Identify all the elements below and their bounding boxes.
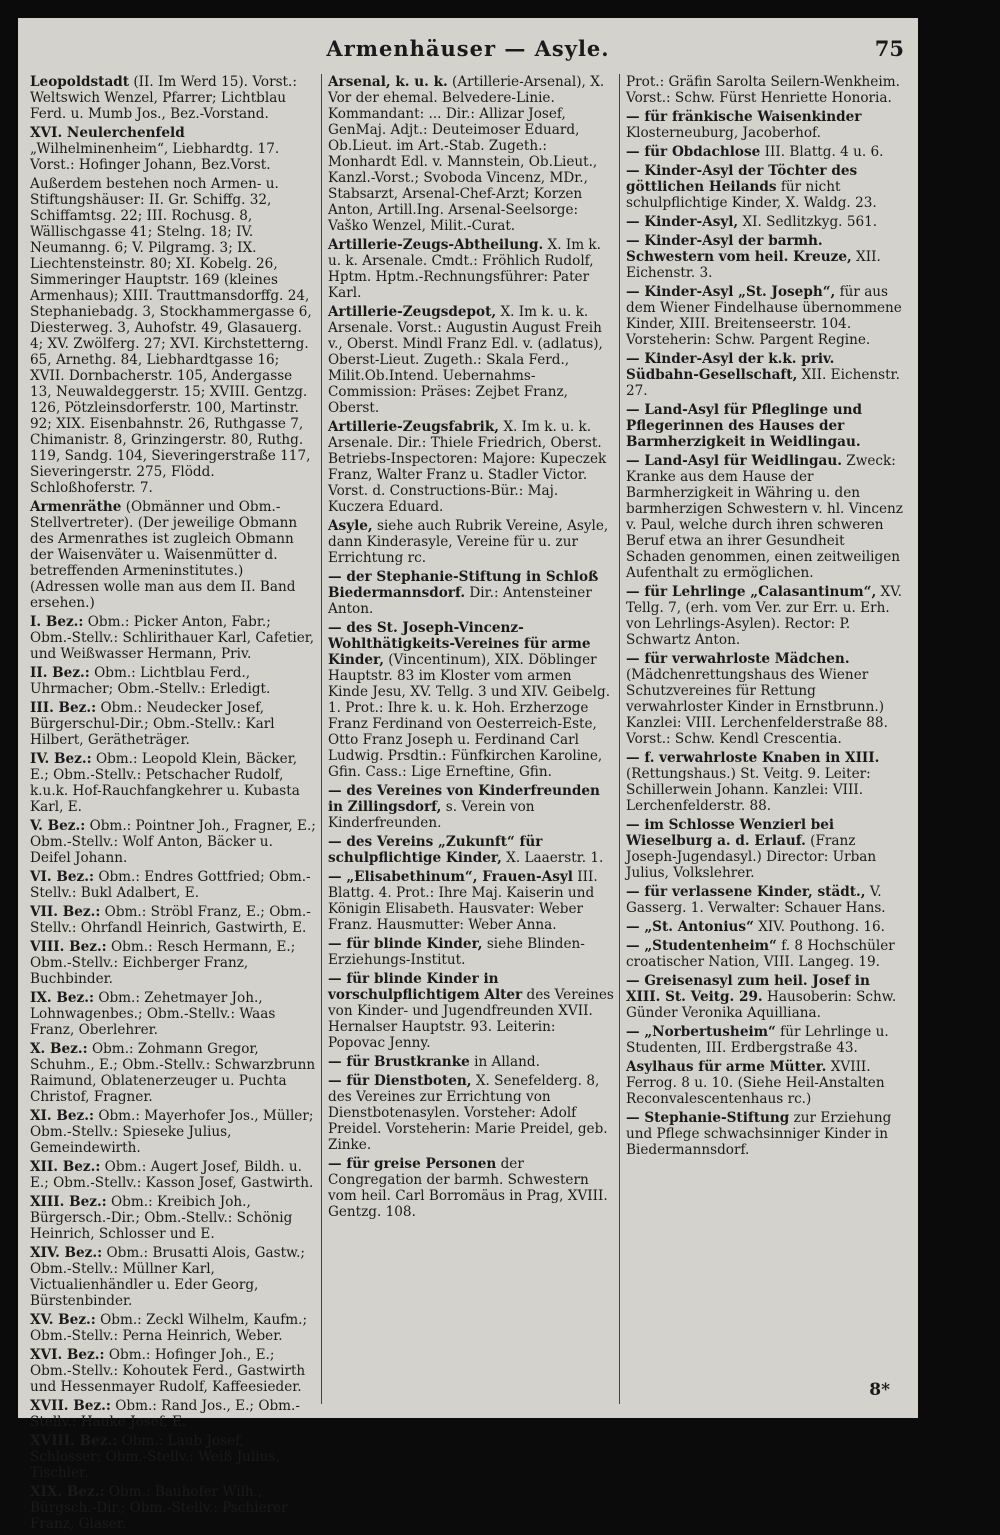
entry-text: (Obmänner und Obm.-Stellvertreter). (Der jeweilige Obmann des Armenrathes ist zugleich Obmann der Waisenväter u. Waisenmütter d. betreffenden Armeninstitutes.) (Adressen wolle man aus dem II. Band ersehen.)	[30, 499, 298, 611]
entry-text: XVIII. Ferrog. 8 u. 10. (Siehe Heil-Anstalten Reconvalescentenhaus rc.)	[626, 1059, 885, 1107]
entry-heading: — für Dienstboten,	[328, 1073, 472, 1089]
entry-heading: — Kinder-Asyl der Töchter des göttlichen Heilands	[626, 163, 858, 195]
entry-heading: VII. Bez.:	[30, 904, 101, 920]
entry-heading: III. Bez.:	[30, 700, 97, 716]
entry-text: des Vereines von Kinder- und Jugendfreunden XVII. Hernalser Hauptstr. 93. Leiterin: Popovac Jenny.	[328, 987, 614, 1051]
entry-text: s. Verein von Kinderfreunden.	[328, 799, 535, 831]
entry-heading: — des St. Joseph-Vincenz-Wohlthätigkeits-Vereines für arme Kinder,	[328, 620, 591, 668]
entry-text: Obm.: Picker Anton, Fabr.; Obm.-Stellv.: Schlirithauer Karl, Cafetier, und Weißwasser Hermann, Priv.	[30, 614, 315, 662]
directory-entry	[328, 237, 614, 301]
directory-entry	[30, 499, 316, 611]
directory-entry	[30, 614, 316, 662]
entry-heading: Artillerie-Zeugsfabrik,	[328, 419, 499, 435]
entry-text: Obm.: Hofinger Joh., E.; Obm.-Stellv.: Kohoutek Ferd., Gastwirth und Hessenmayer Rudolf, Kaffeesieder.	[30, 1347, 306, 1395]
directory-entry	[328, 1054, 614, 1070]
entry-heading: — f. verwahrloste Knaben in XIII.	[626, 750, 880, 766]
entry-text: (II. Im Werd 15). Vorst.: Weltswich Wenzel, Pfarrer; Lichtblau Ferd. u. Mumb Jos., Bez.-Vorstand.	[30, 74, 297, 122]
entry-text: XI. Sedlitzkyg. 561.	[742, 214, 878, 230]
entry-text: (Mädchenrettungshaus des Wiener Schutzvereines für Rettung verwahrloster Kinder in Ernstbrunn.) Kanzlei: VIII. Lerchenfelderstraße 88. Vorst.: Schw. Kendl Crescentia.	[626, 667, 888, 747]
directory-entry	[626, 1110, 908, 1158]
directory-entry	[626, 884, 908, 916]
entry-heading: — Land-Asyl für Pfleglinge und Pflegerinnen des Hauses der Barmherzigkeit in Weidlingau.	[626, 402, 862, 450]
entry-text: XII. Eichenstr. 3.	[626, 249, 881, 281]
entry-text: Obm.: Laub Josef, Schlosser; Obm.-Stellv.: Weiß Julius, Tischler.	[30, 1433, 280, 1481]
entry-text: Obm.: Mayerhofer Jos., Müller; Obm.-Stellv.: Spieseke Julius, Gemeindewirth.	[30, 1108, 314, 1156]
entry-text: (Rettungshaus.) St. Veitg. 9. Leiter: Schillerwein Johann. Kanzlei: VIII. Lerchenfelderstr. 88.	[626, 766, 871, 814]
directory-entry	[30, 125, 316, 173]
entry-text: X. Senefelderg. 8, des Vereines zur Errichtung von Dienstbotenasylen. Vorsteher: Adolf Preidel. Vorsteherin: Marie Preidel, geb. Zinke.	[328, 1073, 608, 1153]
directory-entry	[626, 938, 908, 970]
directory-entry	[30, 700, 316, 748]
entry-text: „Wilhelminenheim“, Liebhardtg. 17. Vorst.: Hofinger Johann, Bez.Vorst.	[30, 141, 280, 173]
entry-text: Obm.: Resch Hermann, E.; Obm.-Stellv.: Eichberger Franz, Buchbinder.	[30, 939, 296, 987]
entry-text: zur Erziehung und Pflege schwachsinniger Kinder in Biedermannsdorf.	[626, 1110, 892, 1158]
entry-text: XIV. Pouthong. 16.	[758, 919, 886, 935]
entry-text: Obm.: Zohmann Gregor, Schuhm., E.; Obm.-Stellv.: Schwarzbrunn Raimund, Oblatenerzeuger u. Puchta Christof, Fragner.	[30, 1041, 316, 1105]
directory-entry	[328, 869, 614, 933]
directory-entry	[626, 233, 908, 281]
entry-heading: XVII. Bez.:	[30, 1398, 111, 1414]
entry-heading: VI. Bez.:	[30, 869, 94, 885]
directory-entry	[30, 904, 316, 936]
entry-text: für aus dem Wiener Findelhause übernommene Kinder, XIII. Breitenseerstr. 104. Vorsteherin: Schw. Pargent Regine.	[626, 284, 902, 348]
entry-heading: X. Bez.:	[30, 1041, 88, 1057]
entry-text: Dir.: Antensteiner Anton.	[328, 585, 592, 617]
entry-text: Obm.: Leopold Klein, Bäcker, E.; Obm.-Stellv.: Petschacher Rudolf, k.u.k. Hof-Rauchfangkehrer u. Kubasta Karl, E.	[30, 751, 300, 815]
entry-heading: Arsenal, k. u. k.	[328, 74, 448, 90]
entry-text: Obm.: Brusatti Alois, Gastw.; Obm.-Stellv.: Müllner Karl, Victualienhändler u. Eder Georg, Bürstenbinder.	[30, 1245, 306, 1309]
directory-entry	[30, 176, 316, 496]
directory-entry	[30, 869, 316, 901]
entry-heading: XVIII. Bez.:	[30, 1433, 118, 1449]
directory-entry	[626, 284, 908, 348]
entry-heading: XIV. Bez.:	[30, 1245, 103, 1261]
entry-heading: — „St. Antonius“	[626, 919, 754, 935]
entry-heading: — „Norbertusheim“	[626, 1024, 776, 1040]
entry-heading: I. Bez.:	[30, 614, 84, 630]
directory-entry	[328, 74, 614, 234]
column-divider	[321, 74, 322, 1404]
entry-text: Hausoberin: Schw. Günder Veronika Aquilliana.	[626, 989, 897, 1021]
entry-text: f. 8 Hochschüler croatischer Nation, VIII. Langeg. 19.	[626, 938, 895, 970]
entry-text: Obm.: Kreibich Joh., Bürgersch.-Dir.; Obm.-Stellv.: Schönig Heinrich, Schlosser und E.	[30, 1194, 293, 1242]
entry-heading: — Kinder-Asyl der barmh. Schwestern vom heil. Kreuze,	[626, 233, 852, 265]
entry-text: Außerdem bestehen noch Armen- u. Stiftungshäuser: II. Gr. Schiffg. 32, Schiffamtsg. 22; III. Rochusg. 8, Wällischgasse 41; Stelng. 18; IV. Neumanng. 6; V. Pilgramg. 3; IX. Liechtensteinstr. 80; XI. Kobelg. 26, Simmeringer Hauptstr. 169 (kleines Armenhaus); XIII. Trauttmansdorffg. 24, Stephaniebadg. 3, Stockhammergasse 6, Diesterweg. 3, Auhofstr. 49, Glasauerg. 4; XV. Zwölferg. 27; XVI. Kirchstetterng. 65, Arnethg. 84, Liebhardtgasse 16; XVII. Dornbacherstr. 105, Andergasse 13, Neuwaldeggerstr. 15; XVIII. Gentzg. 126, Pötzleinsdorferstr. 100, Martinstr. 92; XIX. Eisenbahnstr. 26, Ruthgasse 7, Chimanistr. 8, Grinzingerstr. 80, Ruthg. 119, Sandg. 104, Sieveringerstraße 117, Sieveringerstr. 275, Flödd. Schloßhoferstr. 7.	[30, 176, 312, 496]
entry-text: X. Im k. u. k. Arsenale. Cmdt.: Fröhlich Rudolf, Hptm. Hptm.-Rechnungsführer: Pater Karl.	[328, 237, 601, 301]
entry-text: Klosterneuburg, Jacoberhof.	[626, 125, 821, 141]
signature-mark: 8*	[869, 1380, 890, 1400]
directory-entry	[626, 163, 908, 211]
entry-heading: XV. Bez.:	[30, 1312, 96, 1328]
directory-entry	[328, 971, 614, 1051]
directory-entry	[626, 817, 908, 881]
entry-heading: — der Stephanie-Stiftung in Schloß Biedermannsdorf.	[328, 569, 599, 601]
entry-text: Obm.: Lichtblau Ferd., Uhrmacher; Obm.-Stellv.: Erledigt.	[30, 665, 271, 697]
entry-text: Zweck: Kranke aus dem Hause der Barmherzigkeit in Währing u. den barmherzigen Schwestern v. hl. Vincenz v. Paul, welche durch ihren schweren Beruf etwa an ihrer Gesundheit Schaden genommen, einen zeitweiligen Aufenthalt zu ermöglichen.	[626, 453, 903, 581]
entry-text: Obm.: Augert Josef, Bildh. u. E.; Obm.-Stellv.: Kasson Josef, Gastwirth.	[30, 1159, 314, 1191]
entry-heading: — „Elisabethinum“, Frauen-Asyl	[328, 869, 573, 885]
entry-heading: XVI. Neulerchenfeld	[30, 125, 185, 141]
directory-entry	[626, 1024, 908, 1056]
directory-entry	[30, 1194, 316, 1242]
directory-entry	[30, 939, 316, 987]
entry-heading: — des Vereines von Kinderfreunden in Zillingsdorf,	[328, 783, 600, 815]
directory-entry	[328, 419, 614, 515]
directory-entry	[30, 665, 316, 697]
directory-entry	[30, 1108, 316, 1156]
directory-entry	[328, 518, 614, 566]
entry-heading: XI. Bez.:	[30, 1108, 94, 1124]
entry-text: für Lehrlinge u. Studenten, III. Erdbergstraße 43.	[626, 1024, 889, 1056]
entry-heading: — für greise Personen	[328, 1156, 497, 1172]
directory-entry	[328, 620, 614, 780]
directory-entry	[30, 74, 316, 122]
entry-heading: Asyle,	[328, 518, 373, 534]
directory-entry	[30, 751, 316, 815]
directory-entry	[328, 304, 614, 416]
entry-heading: V. Bez.:	[30, 818, 86, 834]
entry-heading: II. Bez.:	[30, 665, 90, 681]
entry-heading: XII. Bez.:	[30, 1159, 101, 1175]
entry-heading: — Kinder-Asyl der k.k. priv. Südbahn-Gesellschaft,	[626, 351, 835, 383]
directory-entry	[30, 1484, 316, 1532]
entry-heading: XVI. Bez.:	[30, 1347, 105, 1363]
directory-entry	[30, 990, 316, 1038]
entry-heading: Artillerie-Zeugs-Abtheilung.	[328, 237, 544, 253]
entry-heading: — für Brustkranke	[328, 1054, 470, 1070]
directory-entry	[626, 453, 908, 581]
directory-entry	[30, 1041, 316, 1105]
entry-heading: Armenräthe	[30, 499, 122, 515]
entry-text: für nicht schulpflichtige Kinder, X. Waldg. 23.	[626, 179, 877, 211]
entry-text: Obm.: Neudecker Josef, Bürgerschul-Dir.; Obm.-Stellv.: Karl Hilbert, Gerätheträger.	[30, 700, 275, 748]
page-number: 75	[874, 36, 904, 61]
directory-entry	[328, 783, 614, 831]
entry-text: X. Im k. u. k. Arsenale. Vorst.: Augustin August Freih v., Oberst. Mindl Franz Edl. v. (adlatus), Oberst-Lieut. Zugeth.: Skala Ferd., Milit.Ob.Intend. Uebernahms-Commission: Präses: Zejbet Franz, Oberst.	[328, 304, 603, 416]
directory-entry	[30, 1245, 316, 1309]
directory-entry	[328, 1073, 614, 1153]
entry-heading: — des Vereins „Zukunft“ für schulpflichtige Kinder,	[328, 834, 543, 866]
entry-heading: Asylhaus für arme Mütter.	[626, 1059, 827, 1075]
entry-text: Obm.: Rand Jos., E.; Obm.-Stellv.: Hauke Josef, E.	[30, 1398, 300, 1430]
entry-heading: — für verwahrloste Mädchen.	[626, 651, 850, 667]
directory-entry	[328, 1156, 614, 1220]
entry-heading: — für blinde Kinder in vorschulpflichtigem Alter	[328, 971, 523, 1003]
entry-text: Prot.: Gräfin Sarolta Seilern-Wenkheim. Vorst.: Schw. Fürst Henriette Honoria.	[626, 74, 900, 106]
entry-text: Obm.: Zeckl Wilhelm, Kaufm.; Obm.-Stellv.: Perna Heinrich, Weber.	[30, 1312, 308, 1344]
entry-heading: — Kinder-Asyl,	[626, 214, 739, 230]
directory-entry	[626, 214, 908, 230]
entry-text: siehe auch Rubrik Vereine, Asyle, dann Kinderasyle, Vereine für u. zur Errichtung rc.	[328, 518, 609, 566]
directory-entry	[626, 750, 908, 814]
entry-heading: — Kinder-Asyl „St. Joseph“,	[626, 284, 836, 300]
directory-entry	[30, 1159, 316, 1191]
entry-heading: — für Lehrlinge „Calasantinum“,	[626, 584, 877, 600]
entry-heading: VIII. Bez.:	[30, 939, 107, 955]
entry-heading: — für Obdachlose	[626, 144, 761, 160]
directory-entry	[328, 834, 614, 866]
entry-heading: IV. Bez.:	[30, 751, 92, 767]
directory-entry	[626, 144, 908, 160]
entry-text: Obm.: Pointner Joh., Fragner, E.; Obm.-Stellv.: Wolf Anton, Bäcker u. Deifel Johann.	[30, 818, 316, 866]
entry-heading: — Greisenasyl zum heil. Josef in XIII. St. Veitg. 29.	[626, 973, 870, 1005]
entry-heading: — für blinde Kinder,	[328, 936, 483, 952]
page-header	[18, 36, 918, 68]
column-left	[30, 74, 316, 1535]
directory-entry	[626, 973, 908, 1021]
directory-entry	[328, 569, 614, 617]
entry-text: X. Im k. u. k. Arsenale. Dir.: Thiele Friedrich, Oberst. Betriebs-Inspectoren: Majore: Kupeczek Franz, Walter Franz u. Stadler Victor. Vorst. d. Constructions-Bür.: Maj. Kuczera Eduard.	[328, 419, 607, 515]
entry-text: (Artillerie-Arsenal), X. Vor der ehemal. Belvedere-Linie. Kommandant: ... Dir.: Allizar Josef, GenMaj. Adjt.: Deuteimoser Eduard, Ob.Lieut. im Art.-Stab. Zugeth.: Monhardt Edl. v. Mannstein, Ob.Lieut., Kanzl.-Vorst.; Svoboda Vincenz, MDr., Stabsarzt, Arsenal-Chef-Arzt; Korzen Anton, Artill.Ing. Arsenal-Seelsorge: Vaško Wenzel, Milit.-Curat.	[328, 74, 605, 234]
entry-text: (Vincentinum), XIX. Döblinger Hauptstr. 83 im Kloster vom armen Kinde Jesu, XV. Tellg. 3 und XIV. Geibelg. 1. Prot.: Ihre k. u. k. Hoh. Erzherzoge Franz Ferdinand von Oesterreich-Este, Otto Franz Joseph u. Ferdinand Carl Ludwig. Prsdtin.: Fünfkirchen Karoline, Gfin. Cass.: Lige Erneftine, Gfin.	[328, 652, 611, 780]
directory-entry	[626, 109, 908, 141]
directory-entry	[30, 1312, 316, 1344]
directory-entry	[626, 74, 908, 106]
entry-text: III. Blattg. 4 u. 6.	[764, 144, 884, 160]
directory-entry	[30, 1433, 316, 1481]
entry-heading: — für verlassene Kinder, städt.,	[626, 884, 866, 900]
directory-entry	[328, 936, 614, 968]
directory-entry	[626, 651, 908, 747]
directory-page	[18, 18, 918, 1532]
entry-text: Obm.: Endres Gottfried; Obm.-Stellv.: Bukl Adalbert, E.	[30, 869, 311, 901]
entry-heading: XIX. Bez.:	[30, 1484, 105, 1500]
directory-entry	[30, 1347, 316, 1395]
entry-text: siehe Blinden-Erziehungs-Institut.	[328, 936, 585, 968]
entry-text: (Franz Joseph-Jugendasyl.) Director: Urban Julius, Volkslehrer.	[626, 833, 877, 881]
entry-text: der Congregation der barmh. Schwestern vom heil. Carl Borromäus in Prag, XVIII. Gentzg. 108.	[328, 1156, 608, 1220]
entry-heading: XIII. Bez.:	[30, 1194, 107, 1210]
entry-heading: — Stephanie-Stiftung	[626, 1110, 790, 1126]
directory-entry	[626, 919, 908, 935]
directory-entry	[626, 1059, 908, 1107]
page-title: Armenhäuser — Asyle.	[326, 36, 610, 61]
entry-heading: — Land-Asyl für Weidlingau.	[626, 453, 842, 469]
column-middle	[328, 74, 614, 1223]
entry-heading: — „Studentenheim“	[626, 938, 777, 954]
entry-heading: Leopoldstadt	[30, 74, 130, 90]
entry-heading: — im Schlosse Wenzierl bei Wieselburg a. d. Erlauf.	[626, 817, 835, 849]
entry-heading: — für fränkische Waisenkinder	[626, 109, 862, 125]
column-right	[626, 74, 908, 1161]
entry-text: XV. Tellg. 7, (erh. vom Ver. zur Err. u. Erh. von Lehrlings-Asylen). Rector: P. Schwartz Anton.	[626, 584, 902, 648]
entry-text: Obm.: Ströbl Franz, E.; Obm.-Stellv.: Ohrfandl Heinrich, Gastwirth, E.	[30, 904, 311, 936]
entry-heading: Artillerie-Zeugsdepot,	[328, 304, 497, 320]
directory-entry	[30, 818, 316, 866]
entry-text: XII. Eichenstr. 27.	[626, 367, 900, 399]
entry-text: X. Laaerstr. 1.	[506, 850, 604, 866]
directory-entry	[626, 402, 908, 450]
directory-entry	[626, 351, 908, 399]
entry-text: III. Blattg. 4. Prot.: Ihre Maj. Kaiserin und Königin Elisabeth. Hausvater: Weber Franz. Hausmutter: Weber Anna.	[328, 869, 598, 933]
entry-text: Obm.: Zehetmayer Joh., Lohnwagenbes.; Obm.-Stellv.: Waas Franz, Oberlehrer.	[30, 990, 276, 1038]
entry-text: Obm.: Bauhofer Wilh., Bürgsch.-Dir.; Obm.-Stellv.: Pschierer Franz, Glaser.	[30, 1484, 288, 1532]
directory-entry	[626, 584, 908, 648]
entry-heading: IX. Bez.:	[30, 990, 94, 1006]
directory-entry	[30, 1398, 316, 1430]
entry-text: in Alland.	[474, 1054, 540, 1070]
entry-text: V. Gasserg. 1. Verwalter: Schauer Hans.	[626, 884, 886, 916]
column-divider	[619, 74, 620, 1404]
